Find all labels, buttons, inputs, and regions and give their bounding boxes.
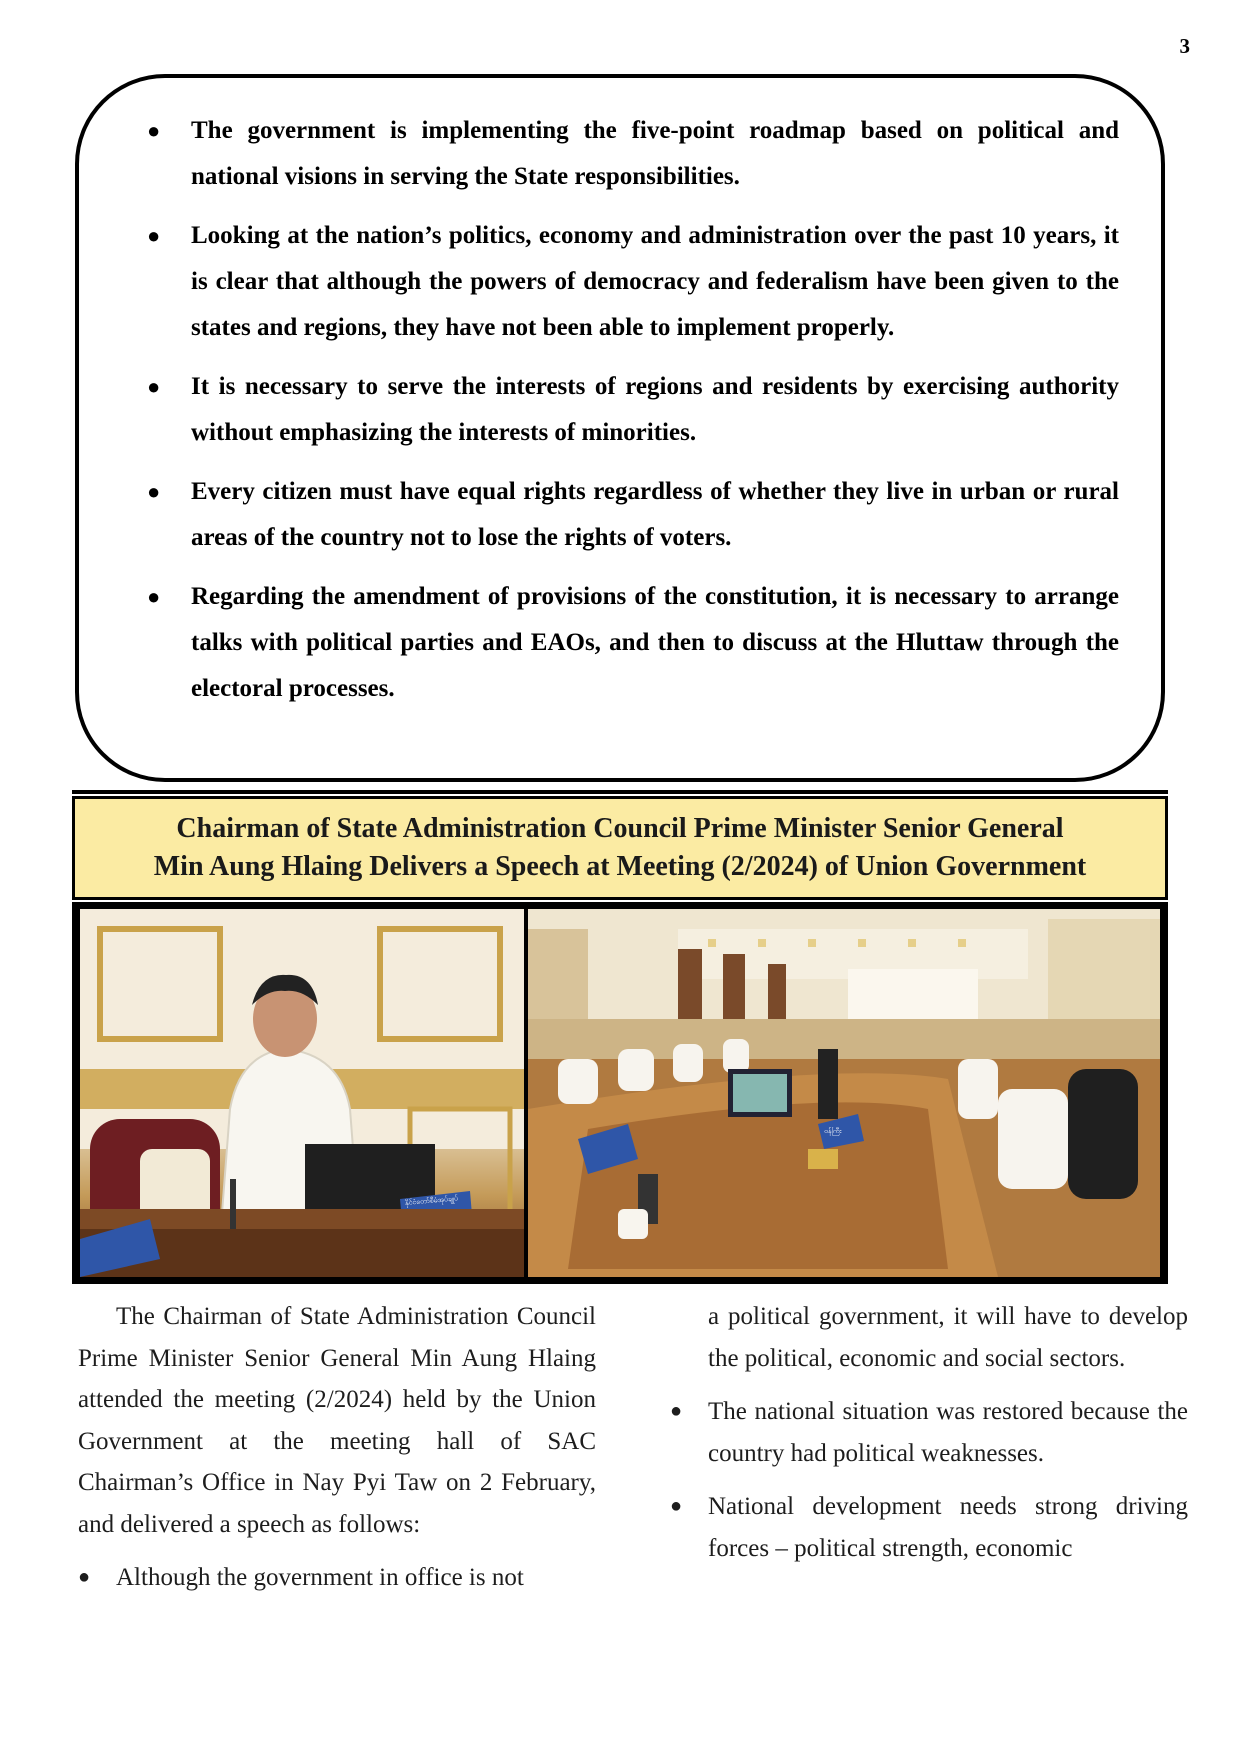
article-bullets-right (670, 1391, 1188, 1569)
headline-rule (72, 790, 1168, 794)
summary-point: ● The government is implementing the five-point roadmap based on political and national visions in serving the State responsibilities. (119, 108, 1119, 200)
summary-point: ● Regarding the amendment of provisions of the constitution, it is necessary to arrange talks with political parties and EAOs, and then to discuss at the Hluttaw through the electoral processes. (119, 574, 1119, 712)
article-bullet: ● Although the government in office is not (78, 1557, 596, 1599)
photo-meeting-hall (528, 909, 1160, 1277)
bullet-icon: ● (147, 374, 161, 399)
bullet-icon: ● (78, 1566, 91, 1588)
right-nameplate-text: ဝန်ကြီး (824, 1127, 842, 1135)
article-headline (72, 796, 1168, 900)
bullet-icon: ● (147, 118, 161, 143)
summary-list (119, 108, 1119, 725)
summary-box (75, 74, 1165, 782)
bullet-icon: ● (147, 584, 161, 609)
photo-right-illustration (528, 909, 1160, 1277)
headline-line-1: Chairman of State Administration Council Prime Minister Senior General (176, 813, 1064, 844)
summary-point: ● Looking at the nation’s politics, economy and administration over the past 10 years, it is clear that although the powers of democracy and federalism have been given to the states and regions, they have not been able to implement properly. (119, 213, 1119, 351)
bullet-icon: ● (147, 223, 161, 248)
article-bullet: ● The national situation was restored because the country had political weaknesses. (670, 1391, 1188, 1474)
summary-point: ● It is necessary to serve the interests of regions and residents by exercising authority without emphasizing the interests of minorities. (119, 364, 1119, 456)
article-bullets-left (78, 1557, 596, 1599)
article-intro: The Chairman of State Administration Council Prime Minister Senior General Min Aung Hlaing attended the meeting (2/2024) held by the Union Government at the meeting hall of SAC Chairman’s Office in Nay Pyi Taw on 2 February, and delivered a speech as follows: (78, 1303, 596, 1538)
photo-frame (72, 902, 1168, 1284)
bullet-icon: ● (670, 1495, 683, 1517)
bullet-icon: ● (147, 479, 161, 504)
summary-point: ● Every citizen must have equal rights regardless of whether they live in urban or rural areas of the country not to lose the rights of voters. (119, 469, 1119, 561)
left-nameplate-text: နိုင်ငံတော်စီမံအုပ်ချုပ် (404, 1194, 459, 1207)
headline-line-2: Min Aung Hlaing Delivers a Speech at Meeting (2/2024) of Union Government (153, 851, 1087, 882)
bullet-icon: ● (670, 1400, 683, 1422)
photo-senior-general-speaking (80, 909, 524, 1277)
article-bullet-continuation: a political government, it will have to develop the political, economic and social sectors. (708, 1303, 1188, 1372)
article-column-right (670, 1296, 1188, 1581)
photo-left-illustration (80, 909, 524, 1277)
page-number: 3 (1179, 34, 1190, 58)
article-column-left (78, 1296, 596, 1611)
article-bullet: ● National development needs strong driving forces – political strength, economic (670, 1486, 1188, 1569)
